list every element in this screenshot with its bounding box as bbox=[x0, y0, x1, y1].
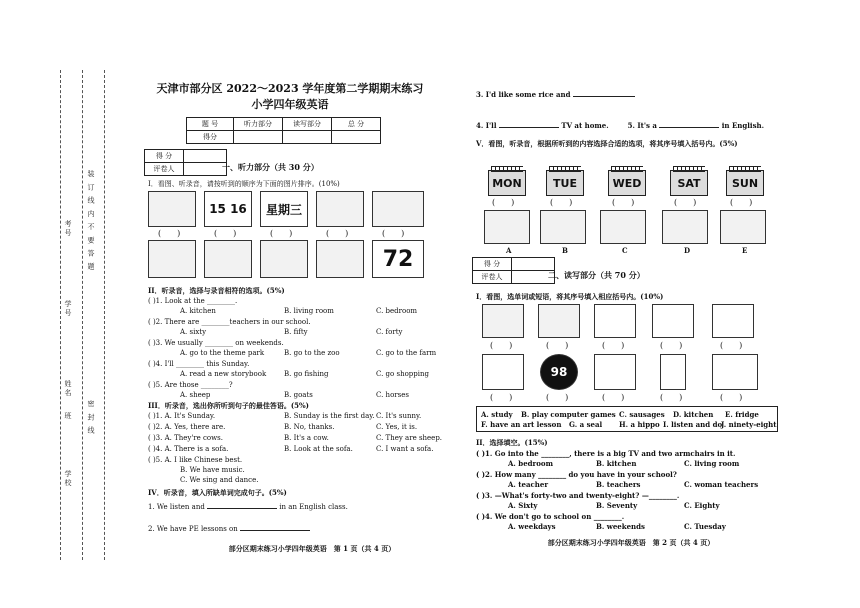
r1-picture-label bbox=[595, 305, 635, 337]
r2-option-a[interactable]: A. bedroom bbox=[508, 459, 553, 468]
grader-reviewer-label: 评卷人 bbox=[145, 163, 184, 176]
grader-score-cell[interactable] bbox=[184, 150, 227, 163]
option-f: F. have an art lesson bbox=[481, 420, 562, 429]
q2-option-a[interactable]: A. sixty bbox=[180, 328, 207, 336]
score-table-cell: 得分 bbox=[187, 131, 234, 144]
answer-paren[interactable]: ( ) bbox=[550, 198, 573, 207]
q1-picture-label bbox=[149, 241, 195, 277]
q2-option-c[interactable]: C. go shopping bbox=[376, 370, 429, 378]
binding-dash-3 bbox=[104, 70, 105, 560]
answer-paren[interactable]: ( ) bbox=[602, 393, 625, 402]
score-table-cell[interactable] bbox=[234, 131, 283, 144]
r1-picture bbox=[482, 304, 524, 338]
r1-picture bbox=[482, 354, 524, 390]
r1-instruction: I．看图，选单词或短语，将其序号填入相应括号内。(10%) bbox=[476, 292, 664, 301]
day-sign-sat: SAT bbox=[670, 170, 708, 196]
q1-picture bbox=[204, 191, 252, 227]
q2-option-a[interactable]: A. read a new storybook bbox=[180, 370, 267, 378]
option-d: D. kitchen bbox=[673, 410, 714, 419]
q2-option-b[interactable]: B. go fishing bbox=[284, 370, 329, 378]
r1-picture bbox=[652, 304, 694, 338]
r2-item-stem: ( )1. Go into the ________, there is a big TV and two armchairs in it. bbox=[476, 449, 736, 458]
picture-letter: E bbox=[742, 246, 748, 255]
option-i: I. listen and do bbox=[663, 420, 723, 429]
q4-item2-start: 2. We have PE lessons on bbox=[148, 525, 238, 533]
q2-option-b[interactable]: B. goats bbox=[284, 391, 313, 399]
grader-box-2 bbox=[472, 257, 555, 284]
activity-picture bbox=[484, 210, 530, 244]
score-table bbox=[186, 117, 381, 144]
r2-instruction: II．选择填空。(15%) bbox=[476, 438, 548, 447]
picture-letter: C bbox=[622, 246, 628, 255]
p2-item5-start: 5. It's a bbox=[627, 121, 657, 130]
activity-picture bbox=[540, 210, 586, 244]
score-table-cell[interactable] bbox=[332, 131, 381, 144]
answer-paren[interactable]: ( ) bbox=[720, 341, 743, 350]
p2-item4-start: 4. I'll bbox=[476, 121, 497, 130]
grader-box-1 bbox=[144, 149, 227, 176]
day-sign-tue: TUE bbox=[546, 170, 584, 196]
binding-seal-text: 密 封 线 bbox=[87, 400, 95, 436]
q5-instruction: V．看图，听录音，根据所听到的内容选择合适的选项，将其序号填入括号内。(5%) bbox=[476, 139, 738, 148]
q4-blank[interactable] bbox=[207, 500, 277, 509]
answer-paren[interactable]: ( ) bbox=[492, 198, 515, 207]
r1-picture bbox=[660, 354, 686, 390]
q1-picture-label bbox=[205, 241, 251, 277]
q2-option-c[interactable]: C. bedroom bbox=[376, 307, 418, 315]
binding-student-number-label: 学号 bbox=[64, 300, 72, 318]
q4-item1 bbox=[148, 500, 348, 512]
r1-picture-label bbox=[661, 355, 685, 389]
q2-option-b[interactable]: B. living room bbox=[284, 307, 334, 315]
activity-picture bbox=[662, 210, 708, 244]
q2-option-c[interactable]: C. horses bbox=[376, 391, 409, 399]
score-table-cell: 总 分 bbox=[332, 118, 381, 131]
option-h: H. a hippo bbox=[619, 420, 660, 429]
binding-dash-2 bbox=[82, 70, 83, 560]
p2-blank[interactable] bbox=[659, 119, 719, 128]
q1-picture bbox=[372, 191, 424, 227]
q3-item5-b[interactable]: B. We have music. bbox=[180, 466, 245, 474]
r2-option-a[interactable]: A. weekdays bbox=[508, 522, 556, 531]
section1-heading: 一、听力部分（共 30 分） bbox=[222, 162, 319, 172]
q2-option-a[interactable]: A. kitchen bbox=[180, 307, 216, 315]
r1-picture-label bbox=[713, 305, 753, 337]
p2-blank[interactable] bbox=[573, 88, 635, 97]
answer-paren[interactable]: ( ) bbox=[612, 198, 635, 207]
option-e: E. fridge bbox=[725, 410, 759, 419]
day-sign-mon: MON bbox=[488, 170, 526, 196]
score-table-cell: 题 号 bbox=[187, 118, 234, 131]
q3-item-b[interactable]: B. Look at the sofa. bbox=[284, 445, 353, 453]
q3-item-a[interactable]: ( )1. A. It's Sunday. bbox=[148, 412, 216, 420]
r2-option-a[interactable]: A. Sixty bbox=[508, 501, 538, 510]
p2-item3-text: 3. I'd like some rice and bbox=[476, 90, 571, 99]
binding-exam-number-label: 考号 bbox=[64, 220, 72, 238]
answer-paren[interactable]: ( ) bbox=[490, 341, 513, 350]
activity-picture bbox=[600, 210, 646, 244]
answer-paren[interactable]: ( ) bbox=[602, 341, 625, 350]
page2-footer: 部分区期末练习小学四年级英语 第 2 页（共 4 页） bbox=[547, 538, 715, 547]
q3-item-c[interactable]: C. I want a sofa. bbox=[376, 445, 434, 453]
r1-picture bbox=[594, 354, 636, 390]
binding-school-label: 学校 bbox=[64, 470, 72, 488]
r2-option-a[interactable]: A. teacher bbox=[508, 480, 549, 489]
activity-picture bbox=[720, 210, 766, 244]
r1-picture-label bbox=[483, 305, 523, 337]
score-table-cell: 听力部分 bbox=[234, 118, 283, 131]
q1-picture bbox=[148, 191, 196, 227]
answer-paren[interactable]: ( ) bbox=[730, 198, 753, 207]
answer-paren[interactable]: ( ) bbox=[382, 229, 405, 238]
answer-paren[interactable]: ( ) bbox=[270, 229, 293, 238]
day-sign-sun: SUN bbox=[726, 170, 764, 196]
q2-instruction: II．听录音，选择与录音相符的选项。(5%) bbox=[148, 286, 285, 295]
r1-picture-label bbox=[713, 355, 757, 389]
q1-picture bbox=[372, 240, 424, 278]
binding-fold-text: 装 订 线 内 不 要 答 题 bbox=[87, 170, 95, 272]
answer-paren[interactable]: ( ) bbox=[214, 229, 237, 238]
grader-reviewer-label: 评卷人 bbox=[473, 271, 512, 284]
answer-paren[interactable]: ( ) bbox=[674, 198, 697, 207]
q4-instruction: IV．听录音，填入所缺单词完成句子。(5%) bbox=[148, 488, 287, 497]
r2-option-c[interactable]: C. living room bbox=[684, 459, 740, 468]
r2-item-stem: ( )2. How many ________ do you have in your school? bbox=[476, 470, 677, 479]
option-j: J. ninety-eight bbox=[721, 420, 777, 429]
option-b: B. play computer games bbox=[521, 410, 616, 419]
q2-option-b[interactable]: B. go to the zoo bbox=[284, 349, 340, 357]
q2-item-stem: ( )1. Look at the ________. bbox=[148, 297, 238, 305]
q1-picture-label bbox=[261, 241, 307, 277]
binding-class-label: 班 bbox=[64, 412, 72, 421]
p2-blank[interactable] bbox=[499, 119, 559, 128]
p2-item3 bbox=[476, 88, 635, 99]
q2-item-stem: ( )4. I'll ________ this Sunday. bbox=[148, 360, 250, 368]
word-options-box bbox=[476, 406, 778, 432]
q1-picture-label bbox=[149, 192, 195, 226]
page1-footer: 部分区期末练习小学四年级英语 第 1 页（共 4 页） bbox=[228, 544, 396, 553]
q3-item-a[interactable]: ( )3. A. They're cows. bbox=[148, 434, 223, 442]
picture-letter: D bbox=[684, 246, 691, 255]
answer-paren[interactable]: ( ) bbox=[660, 341, 683, 350]
answer-paren[interactable]: ( ) bbox=[158, 229, 181, 238]
page1-title: 天津市部分区 2022～2023 学年度第二学期期末练习 bbox=[156, 82, 424, 95]
q1-picture-label: 72 bbox=[382, 246, 414, 272]
r1-picture-label bbox=[483, 355, 523, 389]
q1-picture-label: 15 16 bbox=[209, 202, 247, 216]
r1-picture bbox=[540, 354, 578, 390]
q1-picture bbox=[204, 240, 252, 278]
r2-option-c[interactable]: C. Tuesday bbox=[684, 522, 726, 531]
r1-picture-label: 98 bbox=[550, 365, 568, 379]
q3-item-a[interactable]: ( )2. A. Yes, there are. bbox=[148, 423, 226, 431]
q3-item-a[interactable]: ( )4. A. There is a sofa. bbox=[148, 445, 229, 453]
r2-option-c[interactable]: C. woman teachers bbox=[684, 480, 759, 489]
page1-subtitle: 小学四年级英语 bbox=[251, 98, 329, 111]
q3-item5-a[interactable]: ( )5. A. I like Chinese best. bbox=[148, 456, 243, 464]
grader-reviewer-cell[interactable] bbox=[184, 163, 227, 176]
answer-paren[interactable]: ( ) bbox=[720, 393, 743, 402]
score-table-cell: 读写部分 bbox=[283, 118, 332, 131]
q3-item-c[interactable]: C. They are sheep. bbox=[376, 434, 443, 442]
q3-item-c[interactable]: C. It's sunny. bbox=[376, 412, 422, 420]
answer-paren[interactable]: ( ) bbox=[546, 393, 569, 402]
q1-picture-label bbox=[373, 192, 423, 226]
q4-item1-start: 1. We listen and bbox=[148, 503, 205, 511]
q2-option-c[interactable]: C. go to the farm bbox=[376, 349, 437, 357]
r1-picture bbox=[712, 354, 758, 390]
q1-picture-label bbox=[317, 192, 363, 226]
answer-paren[interactable]: ( ) bbox=[490, 393, 513, 402]
q1-picture bbox=[260, 240, 308, 278]
q3-instruction: III．听录音，选出你所听到句子的最佳答语。(5%) bbox=[148, 401, 309, 410]
q2-option-c[interactable]: C. forty bbox=[376, 328, 403, 336]
r1-picture-label bbox=[653, 305, 693, 337]
r1-picture-label bbox=[595, 355, 635, 389]
q2-item-stem: ( )5. Are those ________? bbox=[148, 381, 233, 389]
r2-option-b[interactable]: B. teachers bbox=[596, 480, 641, 489]
grader-score-cell[interactable] bbox=[512, 258, 555, 271]
p2-item5-end: in English. bbox=[721, 121, 765, 130]
q3-item-b[interactable]: B. Sunday is the first day. bbox=[284, 412, 375, 420]
q3-item5-c[interactable]: C. We sing and dance. bbox=[180, 476, 259, 484]
r1-picture bbox=[594, 304, 636, 338]
r1-picture bbox=[538, 304, 580, 338]
grader-score-label: 得 分 bbox=[473, 258, 512, 271]
binding-name-label: 姓名 bbox=[64, 380, 72, 398]
q3-item-b[interactable]: B. No, thanks. bbox=[284, 423, 335, 431]
q1-picture-label bbox=[317, 241, 363, 277]
q1-picture bbox=[260, 191, 308, 227]
q1-picture bbox=[316, 191, 364, 227]
r2-option-c[interactable]: C. Eighty bbox=[684, 501, 720, 510]
section2-heading: 二、读写部分（共 70 分） bbox=[548, 270, 645, 280]
answer-paren[interactable]: ( ) bbox=[326, 229, 349, 238]
q1-picture-label: 星期三 bbox=[265, 202, 302, 217]
picture-letter: A bbox=[506, 246, 512, 255]
binding-dash-1 bbox=[60, 70, 61, 560]
r2-option-b[interactable]: B. Seventy bbox=[596, 501, 638, 510]
q3-item-b[interactable]: B. It's a cow. bbox=[284, 434, 329, 442]
answer-paren[interactable]: ( ) bbox=[660, 393, 683, 402]
q4-blank[interactable] bbox=[240, 522, 310, 531]
option-g: G. a seal bbox=[569, 420, 603, 429]
r2-item-stem: ( )4. We don't go to school on ________. bbox=[476, 512, 625, 521]
q2-item-stem: ( )3. We usually ________ on weekends. bbox=[148, 339, 284, 347]
score-table-cell[interactable] bbox=[283, 131, 332, 144]
q1-instruction: I．看图、听录音，请按听到的顺序为下面的图片排序。(10%) bbox=[148, 180, 340, 188]
q2-option-b[interactable]: B. fifty bbox=[284, 328, 308, 336]
q2-option-a[interactable]: A. go to the theme park bbox=[180, 349, 265, 357]
option-a: A. study bbox=[481, 410, 513, 419]
answer-paren[interactable]: ( ) bbox=[546, 341, 569, 350]
r2-option-b[interactable]: B. kitchen bbox=[596, 459, 637, 468]
q4-item1-end: in an English class. bbox=[279, 503, 348, 511]
r1-picture-label bbox=[539, 305, 579, 337]
q3-item-c[interactable]: C. Yes, it is. bbox=[376, 423, 418, 431]
q4-item2 bbox=[148, 522, 310, 534]
q2-option-a[interactable]: A. sheep bbox=[180, 391, 211, 399]
r2-item-stem: ( )3. —What's forty-two and twenty-eight? —________. bbox=[476, 491, 680, 500]
q2-item-stem: ( )2. There are ________teachers in our school. bbox=[148, 318, 311, 326]
r1-picture bbox=[712, 304, 754, 338]
day-sign-wed: WED bbox=[608, 170, 646, 196]
r2-option-b[interactable]: B. weekends bbox=[596, 522, 645, 531]
picture-letter: B bbox=[562, 246, 568, 255]
p2-item4 bbox=[476, 119, 764, 130]
p2-item4-end: TV at home. bbox=[561, 121, 609, 130]
grader-score-label: 得 分 bbox=[145, 150, 184, 163]
option-c: C. sausages bbox=[619, 410, 665, 419]
q1-picture bbox=[148, 240, 196, 278]
q1-picture bbox=[316, 240, 364, 278]
